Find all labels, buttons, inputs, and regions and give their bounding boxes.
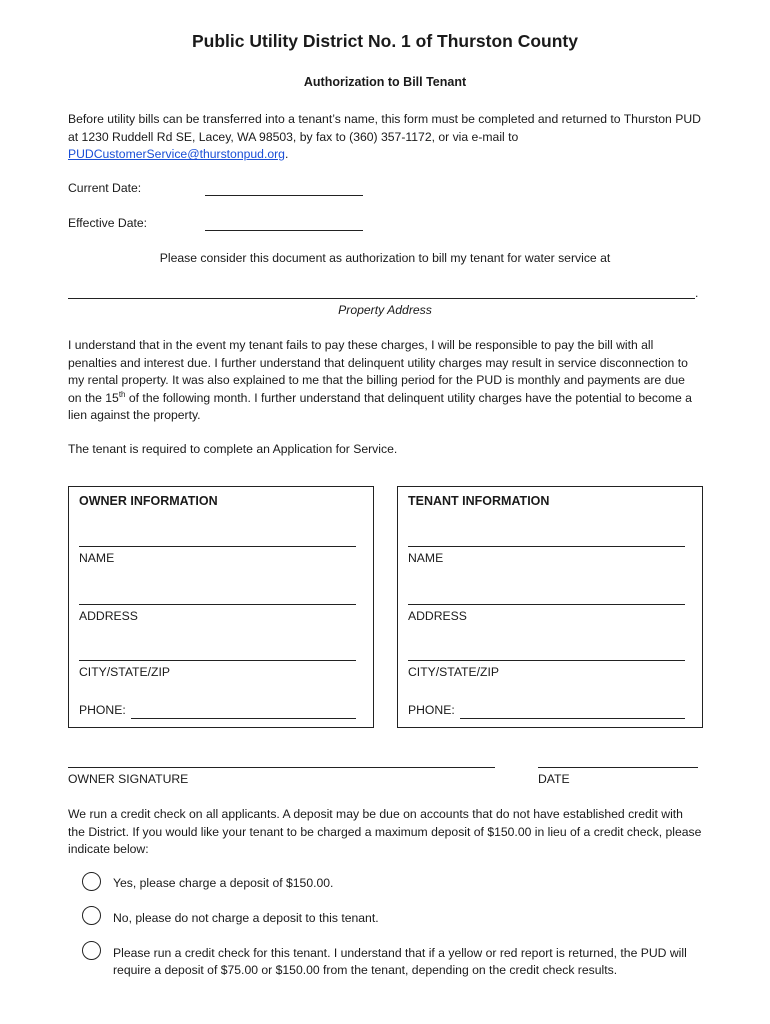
- owner-name-label: NAME: [79, 551, 115, 565]
- tenant-city-label: CITY/STATE/ZIP: [408, 665, 499, 679]
- current-date-label: Current Date:: [68, 181, 142, 195]
- owner-heading: OWNER INFORMATION: [79, 494, 218, 508]
- intro-end: .: [284, 147, 289, 162]
- page-title: Public Utility District No. 1 of Thurston County: [192, 31, 578, 51]
- property-address-label: Property Address: [338, 303, 432, 317]
- tenant-address-label: ADDRESS: [408, 609, 467, 623]
- owner-signature-label: OWNER SIGNATURE: [68, 772, 189, 786]
- deposit-yes-label: Yes, please charge a deposit of $150.00.: [113, 876, 334, 890]
- owner-info-box: [68, 486, 374, 728]
- effective-date-field[interactable]: [205, 230, 363, 231]
- responsibility-text-2: of the following month. I further understand that delinquent utility charges have the potential to become a lien against the property.: [68, 390, 692, 423]
- tenant-address-field[interactable]: [408, 604, 685, 605]
- responsibility-text-1: I understand that in the event my tenant fails to pay these charges, I will be responsible to pay the bill with all penalties and interest due. I further understand that delinquent utility charges may result in service disconnection to my rental property. It was also explained to me that the billing period for the PUD is monthly and payments are due on the 15: [68, 338, 688, 405]
- owner-phone-label: PHONE:: [79, 703, 126, 717]
- tenant-city-field[interactable]: [408, 660, 685, 661]
- property-address-field[interactable]: [68, 298, 695, 299]
- credit-check-radio[interactable]: [82, 941, 101, 960]
- owner-signature-field[interactable]: [68, 767, 495, 768]
- tenant-phone-field[interactable]: [460, 718, 685, 719]
- owner-phone-field[interactable]: [131, 718, 356, 719]
- owner-city-field[interactable]: [79, 660, 356, 661]
- deposit-no-label: No, please do not charge a deposit to this tenant.: [113, 911, 379, 925]
- application-note: The tenant is required to complete an Application for Service.: [68, 442, 398, 456]
- intro-text: Before utility bills can be transferred into a tenant’s name, this form must be completed and returned to Thurston PUD at 1230 Ruddell Rd SE, Lacey, WA 98503, by fax to (360) 357-1172, or via e-mail to: [68, 112, 701, 144]
- signature-date-field[interactable]: [538, 767, 698, 768]
- form-subtitle: Authorization to Bill Tenant: [303, 75, 467, 89]
- tenant-heading: TENANT INFORMATION: [408, 494, 550, 508]
- owner-city-label: CITY/STATE/ZIP: [79, 665, 170, 679]
- credit-check-paragraph: We run a credit check on all applicants. A deposit may be due on accounts that do not have established credit with the District. If you would like your tenant to be charged a maximum deposit of $150.00 in lieu of a credit check, please indicate below:: [68, 807, 702, 857]
- deposit-no-radio[interactable]: [82, 906, 101, 925]
- tenant-phone-label: PHONE:: [408, 703, 455, 717]
- tenant-info-box: [397, 486, 703, 728]
- current-date-field[interactable]: [205, 195, 363, 196]
- credit-check-label: Please run a credit check for this tenant. I understand that if a yellow or red report is returned, the PUD will require a deposit of $75.00 or $150.00 from the tenant, depending on the credit check results.: [113, 946, 687, 977]
- email-link[interactable]: PUDCustomerService@thurstonpud.org: [68, 147, 285, 162]
- tenant-name-field[interactable]: [408, 546, 685, 547]
- tenant-name-label: NAME: [408, 551, 444, 565]
- property-period: .: [695, 286, 699, 300]
- owner-name-field[interactable]: [79, 546, 356, 547]
- responsibility-sup: th: [118, 389, 126, 399]
- deposit-yes-radio[interactable]: [82, 872, 101, 891]
- signature-date-label: DATE: [538, 772, 570, 786]
- authorization-statement: Please consider this document as authorization to bill my tenant for water service at: [159, 251, 611, 265]
- responsibility-paragraph: [68, 337, 693, 425]
- intro-paragraph: [68, 111, 708, 164]
- owner-address-label: ADDRESS: [79, 609, 138, 623]
- effective-date-label: Effective Date:: [68, 216, 148, 230]
- owner-address-field[interactable]: [79, 604, 356, 605]
